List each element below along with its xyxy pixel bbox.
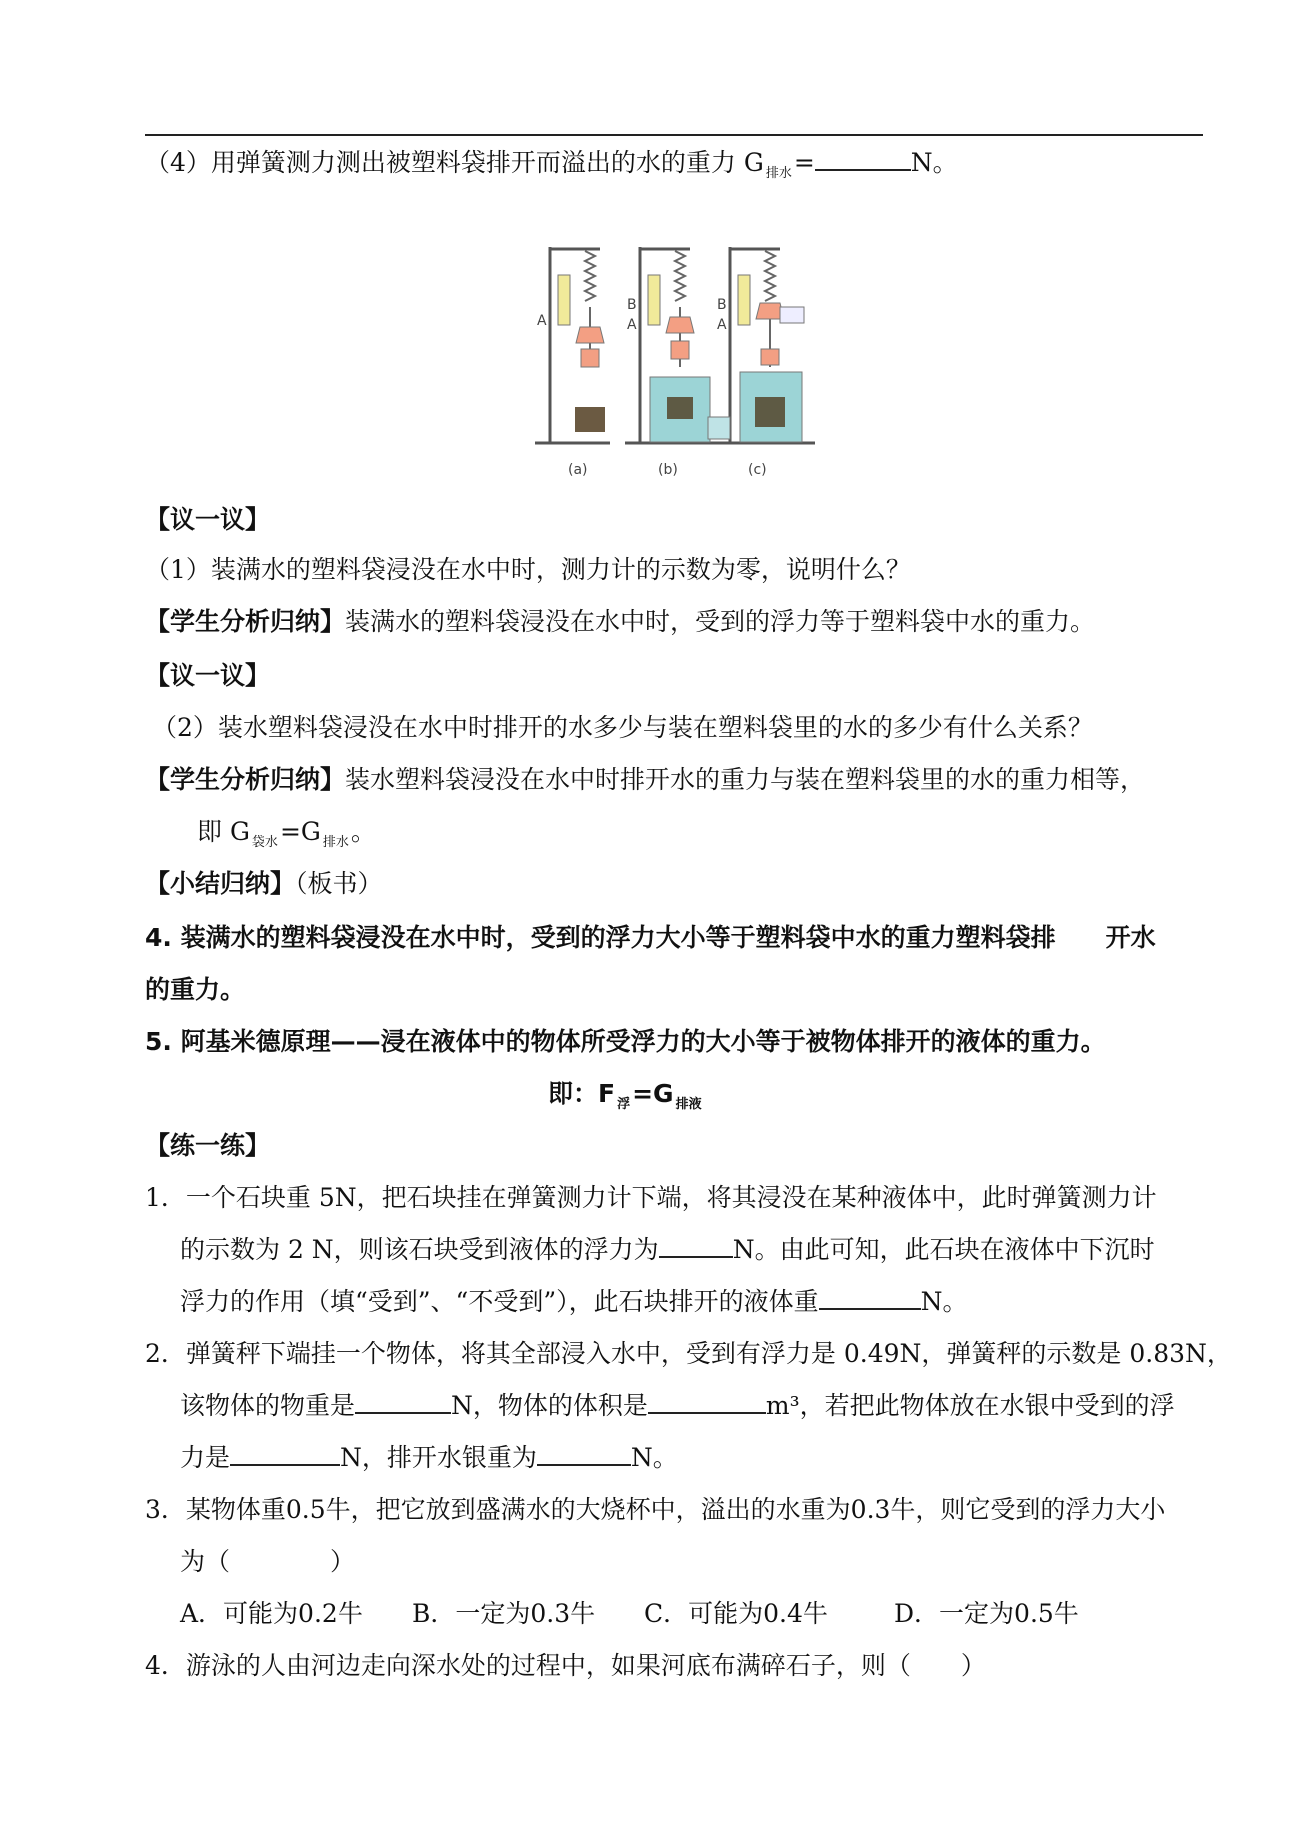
option-c[interactable]: C．可能为0.4牛	[644, 1599, 828, 1628]
q3-line-1: 3．某物体重0.5牛，把它放到盛满水的大烧杯中，溢出的水重为0.3牛，则它受到的浮力大小	[145, 1495, 1166, 1524]
discuss-question-1: （1）装满水的塑料袋浸没在水中时，测力计的示数为零，说明什么？	[145, 555, 911, 584]
answer-blank[interactable]	[659, 1234, 733, 1258]
q2-line-3	[180, 1441, 678, 1475]
question-text: 力是	[180, 1443, 231, 1472]
scale-label-a3: A	[717, 317, 727, 333]
subscript: 排水	[765, 166, 792, 181]
formula-text: =G	[279, 817, 321, 846]
summary-label: 【小结归纳】	[145, 869, 296, 898]
answer-blank[interactable]	[815, 147, 911, 171]
spring-scale-figure	[530, 237, 830, 482]
subscript: 排液	[675, 1097, 702, 1112]
q3-line-2: 为（ ）	[180, 1547, 356, 1576]
analysis-1	[145, 605, 1095, 639]
answer-blank[interactable]	[819, 1286, 921, 1310]
q2-line-2	[180, 1389, 1175, 1423]
scale-label-b: B	[627, 297, 637, 313]
answer-blank[interactable]	[355, 1390, 451, 1414]
subscript: 浮	[617, 1097, 631, 1112]
analysis-2-formula	[197, 815, 376, 854]
analysis-text: 装水塑料袋浸没在水中时排开水的重力与装在塑料袋里的水的重力相等，	[345, 765, 1146, 794]
formula-text: 即 G	[197, 817, 250, 846]
question-text: m³，若把此物体放在水银中受到的浮	[765, 1391, 1175, 1420]
question-text: N。	[630, 1443, 678, 1472]
question-text: 该物体的物重是	[180, 1391, 356, 1420]
analysis-label: 【学生分析归纳】	[145, 607, 346, 636]
figure-caption-b: (b)	[658, 462, 678, 478]
formula-text: 即：F	[548, 1079, 616, 1108]
subscript: 袋水	[251, 835, 278, 850]
option-a[interactable]: A．可能为0.2牛	[180, 1599, 363, 1628]
question-text: N，排开水银重为	[340, 1443, 537, 1472]
question-text: N。	[920, 1287, 968, 1316]
discuss-heading-1: 【议一议】	[145, 505, 271, 534]
figure-caption-a: (a)	[568, 462, 588, 478]
scale-label-a2: A	[627, 317, 637, 333]
point-4-line-1: 4. 装满水的塑料袋浸没在水中时，受到的浮力大小等于塑料袋中水的重力塑料袋排 开水	[145, 923, 1156, 952]
summary	[145, 867, 383, 901]
q2-line-1: 2．弹簧秤下端挂一个物体，将其全部浸入水中，受到有浮力是 0.49N，弹簧秤的示数是 0.83N，	[145, 1339, 1232, 1368]
discuss-heading-2: 【议一议】	[145, 661, 271, 690]
answer-blank[interactable]	[648, 1390, 766, 1414]
point-5-formula	[548, 1077, 704, 1116]
analysis-text: 装满水的塑料袋浸没在水中时，受到的浮力等于塑料袋中水的重力。	[345, 607, 1096, 636]
answer-blank[interactable]	[537, 1442, 631, 1466]
answer-blank[interactable]	[230, 1442, 340, 1466]
scale-label-a: A	[537, 313, 547, 329]
step-4-text: （4）用弹簧测力测出被塑料袋排开而溢出的水的重力 G	[145, 148, 764, 177]
question-text: 浮力的作用（填“受到”、“不受到”），此石块排开的液体重	[180, 1287, 819, 1316]
figure-caption-c: (c)	[748, 462, 767, 478]
q3-options	[180, 1597, 1079, 1631]
formula-text: =G	[632, 1079, 674, 1108]
analysis-2	[145, 763, 1145, 797]
question-text: N，物体的体积是	[451, 1391, 648, 1420]
q4-line-1: 4．游泳的人由河边走向深水处的过程中，如果河底布满碎石子，则（ ）	[145, 1651, 986, 1680]
q1-line-3	[180, 1285, 968, 1319]
scale-label-b3: B	[717, 297, 727, 313]
unit-text: N。	[910, 148, 958, 177]
option-d[interactable]: D．一定为0.5牛	[894, 1599, 1079, 1628]
point-4-line-2: 的重力。	[145, 975, 246, 1004]
question-text: 的示数为 2 N，则该石块受到液体的浮力为	[180, 1235, 659, 1264]
analysis-label: 【学生分析归纳】	[145, 765, 346, 794]
q1-line-1: 1．一个石块重 5N，把石块挂在弹簧测力计下端，将其浸没在某种液体中，此时弹簧测力计	[145, 1183, 1157, 1212]
point-5-line-1: 5. 阿基米德原理——浸在液体中的物体所受浮力的大小等于被物体排开的液体的重力。	[145, 1027, 1106, 1056]
discuss-question-2: （2）装水塑料袋浸没在水中时排开的水多少与装在塑料袋里的水的多少有什么关系？	[152, 713, 1093, 742]
option-b[interactable]: B．一定为0.3牛	[412, 1599, 596, 1628]
summary-note: （板书）	[295, 869, 383, 898]
question-text: N。由此可知，此石块在液体中下沉时	[732, 1235, 1155, 1264]
step-4-line	[145, 146, 958, 185]
q1-line-2	[180, 1233, 1155, 1267]
equals-sign: =	[793, 148, 815, 177]
practice-heading: 【练一练】	[145, 1131, 271, 1160]
formula-text: 。	[350, 817, 376, 846]
subscript: 排水	[322, 835, 349, 850]
header-rule	[145, 134, 1203, 136]
